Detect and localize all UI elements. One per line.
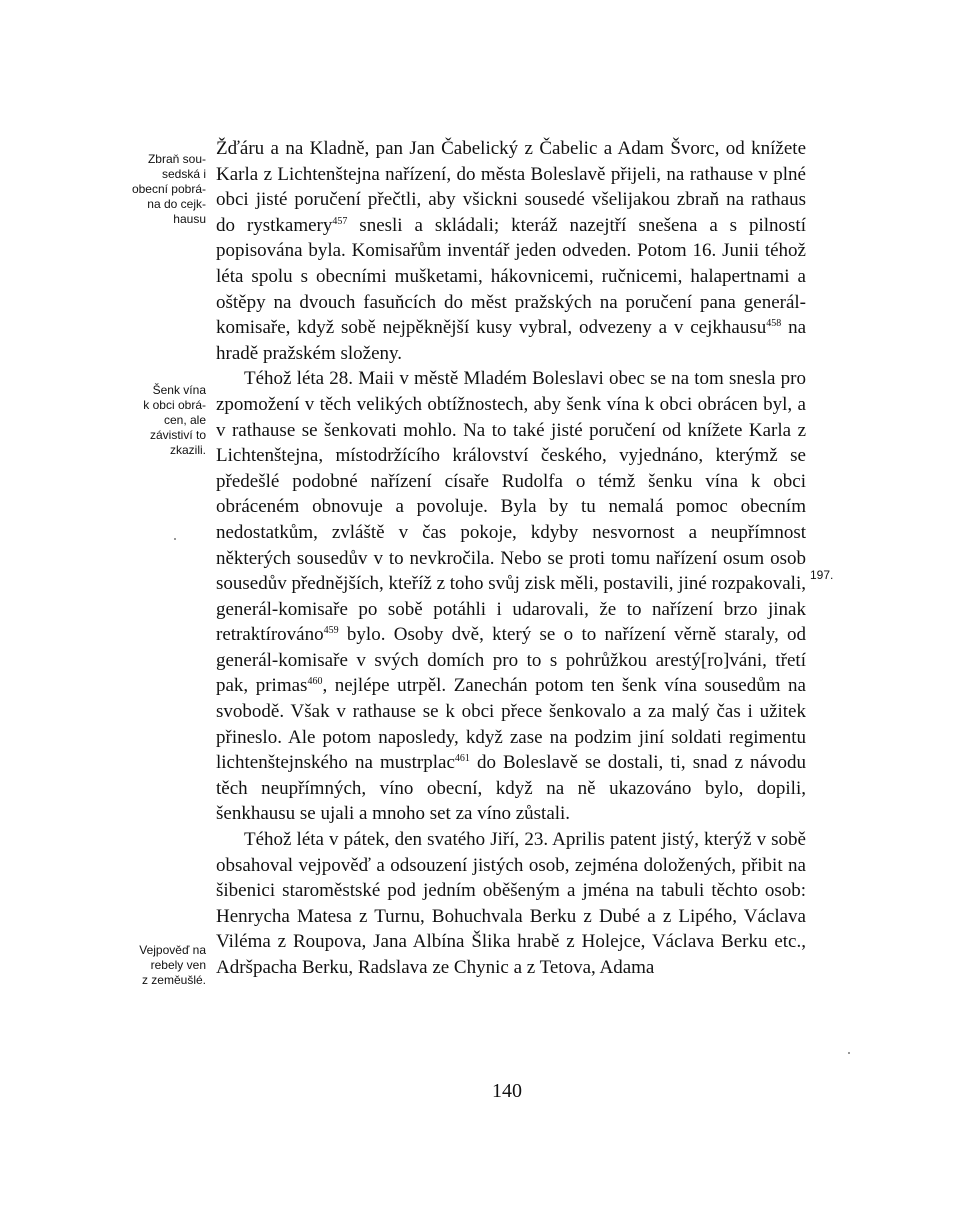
margin-note-wine — [108, 383, 206, 458]
text-segment: na hradě pražském složeny. — [216, 317, 807, 364]
footnote-ref: 460 — [307, 676, 323, 688]
margin-note-text: Vejpověď na rebely ven z zeměušlé. — [139, 943, 206, 987]
margin-note-text: Zbraň sou- sedská i obecní pobrá- na do cejk- hausu — [131, 152, 206, 226]
folio-marker: 197. — [810, 568, 834, 582]
text-segment: Téhož léta 28. Maii v městě Mladém Boleslavi obec se na tom snesla pro zpomožení v těch velikých obtížnostech, aby šenk vína k obci obrácen byl, a v rathause se šenkovati mohlo. Na to také jisté poručení od knížete Karla z Lichtenštejna, místodržícího království českého, vyjednáno, kterýmž se předešlé podobné nařízení císaře Rudolfa o témž šenku vína k obci obráceném obnovuje a povoluje. Byla by tu nemalá pomoc obecním nedostatkům, zvláště v čas pokoje, kdyby nesvornost a neupřímnost některých sousedův v to nevkročila. Nebo se proti tomu nařízení osum osob sousedův přednějších, kteříž z toho svůj zisk měli, postavili, jiné rozpakovali, generál-komisaře po sobě potáhli i udarovali, že to nařízení brzo jinak retraktírováno — [216, 368, 806, 646]
margin-note-weapons — [108, 152, 206, 227]
text-segment: Žďáru a na Kladně, pan Jan Čabelický z Čabelic a Adam Švorc, od knížete Karla z Lichtenštejna nařízení, do města Boleslavě přijeli, na rathause v plné obci jisté poručení přečtli, aby všickni sousedé všelijakou zbraň na rathaus do rystkamery — [216, 138, 806, 236]
speck — [174, 538, 176, 540]
text-segment: Téhož léta v pátek, den svatého Jiří, 23. Aprilis patent jistý, kterýž v sobě obsahoval vejpověď a odsouzení jistých osob, zejména doložených, přibit na šibenici staroměstské pod jedním oběšeným a jména na tabuli těchto osob: Henrycha Matesa z Turnu, Bohuchvala Berku z Dubé a z Lipého, Václava Viléma z Roupova, Jana Albína Šlika hrabě z Holejce, Václava Berku etc., Adršpacha Berku, Radslava ze Chynic a z Tetova, Adama — [216, 829, 806, 978]
text-segment: bylo. Osoby dvě, který se o to nařízení věrně staraly, od generál-komisaře v svých domích pro to s pohrůžkou arestý[ro]váni, třetí pak, primas — [216, 624, 806, 697]
text-segment: , nejlépe utrpěl. Zanechán potom ten šenk vína sousedům na svobodě. Však v rathause se k obci přece šenkovalo a za malý čas i užitek přineslo. Ale potom naposledy, když zase na podzim jiní soldati regimentu lichtenštejnského na mustrplac — [216, 675, 806, 774]
footnote-ref: 457 — [332, 215, 348, 227]
page-number: 140 — [492, 1080, 522, 1102]
text-segment: do Boleslavě se dostali, ti, snad z návodu těch neupřímných, víno obecní, když na ně ukazováno bylo, dopili, šenkhausu se ujali a mnoho set za víno zůstali. — [216, 752, 806, 825]
footnote-ref: 458 — [766, 318, 782, 330]
text-segment: snesli a skládali; kteráž nazejtří snešena a s pilností popisována byla. Komisařům inventář jeden odveden. Potom 16. Junii téhož léta spolu s obecními mušketami, hákovnicemi, ručnicemi, halapertnami a oštěpy na dvouch fasuňcích do měst pražských na poručení pana generál-komisaře, když sobě nejpěknější kusy vybral, odvezeny a v cejkhausu — [216, 214, 806, 339]
margin-note-banishment — [108, 943, 206, 988]
paragraph-3 — [216, 827, 806, 981]
footnote-ref: 461 — [454, 753, 470, 765]
margin-note-text: Šenk vína k obci obrá- cen, ale závistiví to zkazili. — [143, 383, 206, 457]
main-text — [216, 136, 806, 981]
footnote-ref: 459 — [323, 625, 339, 637]
paragraph-2 — [216, 366, 806, 827]
speck — [848, 1052, 850, 1054]
paragraph-1 — [216, 136, 806, 366]
